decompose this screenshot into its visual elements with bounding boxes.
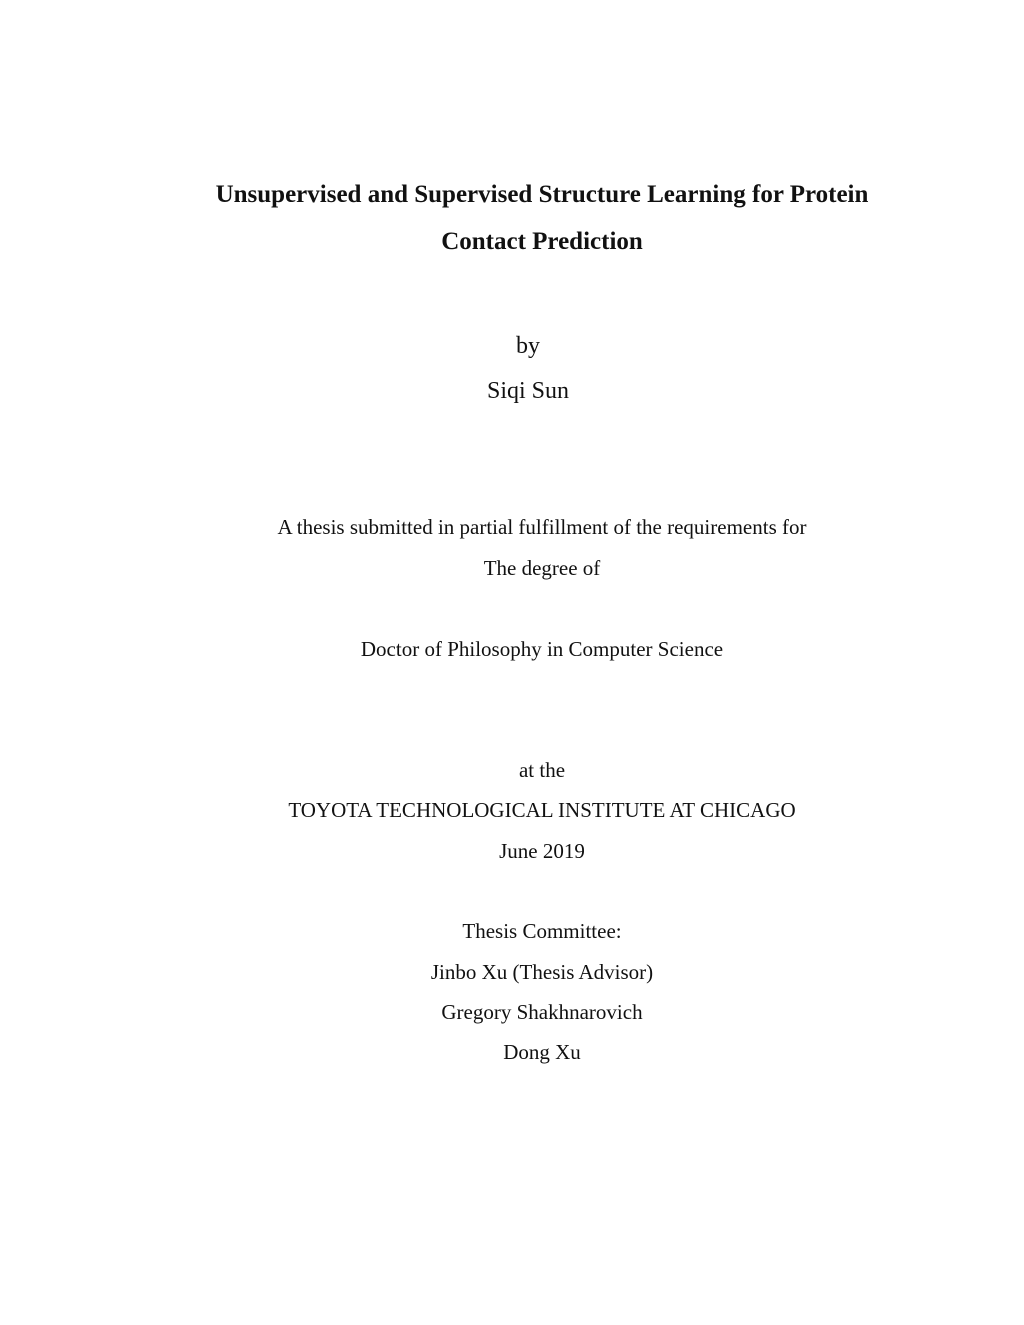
thesis-title-line-2: Contact Prediction [441,228,643,255]
committee-heading: Thesis Committee: [462,919,622,943]
committee-member: Jinbo Xu (Thesis Advisor) [430,960,654,984]
thesis-title-line-1: Unsupervised and Supervised Structure Learning for Protein [215,181,869,208]
submission-statement: A thesis submitted in partial fulfillment of the requirements for [277,515,807,539]
degree-of-label: The degree of [483,556,601,580]
committee-member: Gregory Shakhnarovich [441,1000,643,1024]
author-name: Siqi Sun [486,378,570,404]
submission-date: June 2019 [499,839,585,863]
committee-member: Dong Xu [503,1040,581,1064]
institution-name: TOYOTA TECHNOLOGICAL INSTITUTE AT CHICAGO [288,798,796,822]
by-label: by [516,333,540,359]
at-the-label: at the [518,758,566,782]
degree-name: Doctor of Philosophy in Computer Science [360,637,724,661]
